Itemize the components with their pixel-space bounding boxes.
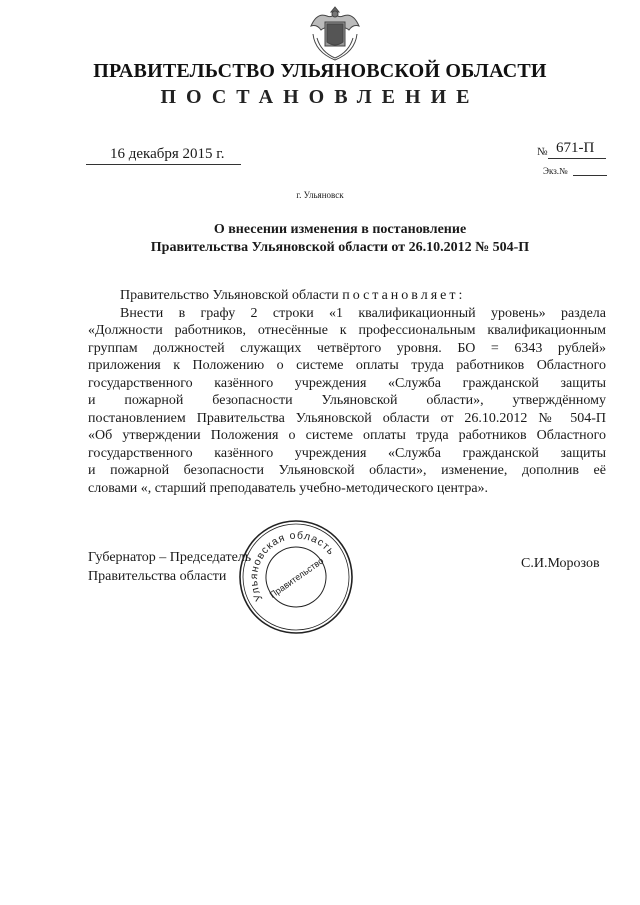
seal-center-text: Правительство	[267, 555, 326, 601]
copy-number-underline	[573, 175, 607, 176]
seal-ring-text: Ульяновская область	[248, 529, 338, 604]
document-type: ПОСТАНОВЛЕНИЕ	[160, 86, 480, 108]
body-line: и пожарной безопасности Ульяновской области», утверждённому	[88, 393, 606, 408]
signer-title-line: Правительства области	[88, 569, 227, 584]
intro-decree-word: постановляет:	[342, 288, 466, 303]
organization-name: ПРАВИТЕЛЬСТВО УЛЬЯНОВСКОЙ ОБЛАСТИ	[93, 60, 547, 82]
subject-line: О внесении изменения в постановление	[213, 222, 467, 237]
document-number: 671-П	[556, 140, 595, 156]
body-line: приложения к Положению о системе оплаты труда работников Областного	[88, 358, 606, 373]
signer-title	[88, 548, 251, 586]
official-seal-icon	[236, 517, 356, 637]
body-line: «Об утверждении Положения о системе оплаты труда работников Областного	[88, 428, 606, 443]
body-line: «Должности работников, отнесённые к профессиональным квалификационным	[88, 323, 606, 338]
body-line: Внести в графу 2 строки «1 квалификационный уровень» раздела	[120, 305, 606, 321]
date-underline	[86, 164, 241, 165]
body-intro	[88, 287, 606, 305]
city-name: г. Ульяновск	[296, 190, 344, 200]
document-body	[88, 287, 606, 497]
body-line: группам должностей служащих четвёртого уровня. БО = 6343 рублей»	[88, 340, 606, 356]
intro-text: Правительство Ульяновской области	[120, 288, 339, 303]
body-line: государственного казённого учреждения «Служба гражданской защиты	[88, 445, 606, 461]
body-line: словами «, старший преподаватель учебно-методического центра».	[88, 480, 489, 496]
coat-of-arms-icon	[303, 4, 367, 64]
body-line: и пожарной безопасности Ульяновской области», изменение, дополнив её	[88, 463, 606, 478]
body-line: постановлением Правительства Ульяновской области от 26.10.2012 № 504-П	[88, 410, 606, 426]
copy-number-label: Экз.№	[543, 166, 568, 176]
signer-title-line: Губернатор – Председатель	[88, 550, 252, 565]
document-subject	[90, 221, 590, 257]
subject-line: Правительства Ульяновской области от 26.10.2012 № 504-П	[150, 240, 530, 255]
body-line: государственного казённого учреждения «Служба гражданской защиты	[88, 375, 606, 391]
signer-name: С.И.Морозов	[521, 556, 600, 571]
number-underline	[548, 158, 606, 159]
number-prefix: №	[537, 146, 548, 158]
document-date: 16 декабря 2015 г.	[110, 146, 225, 162]
